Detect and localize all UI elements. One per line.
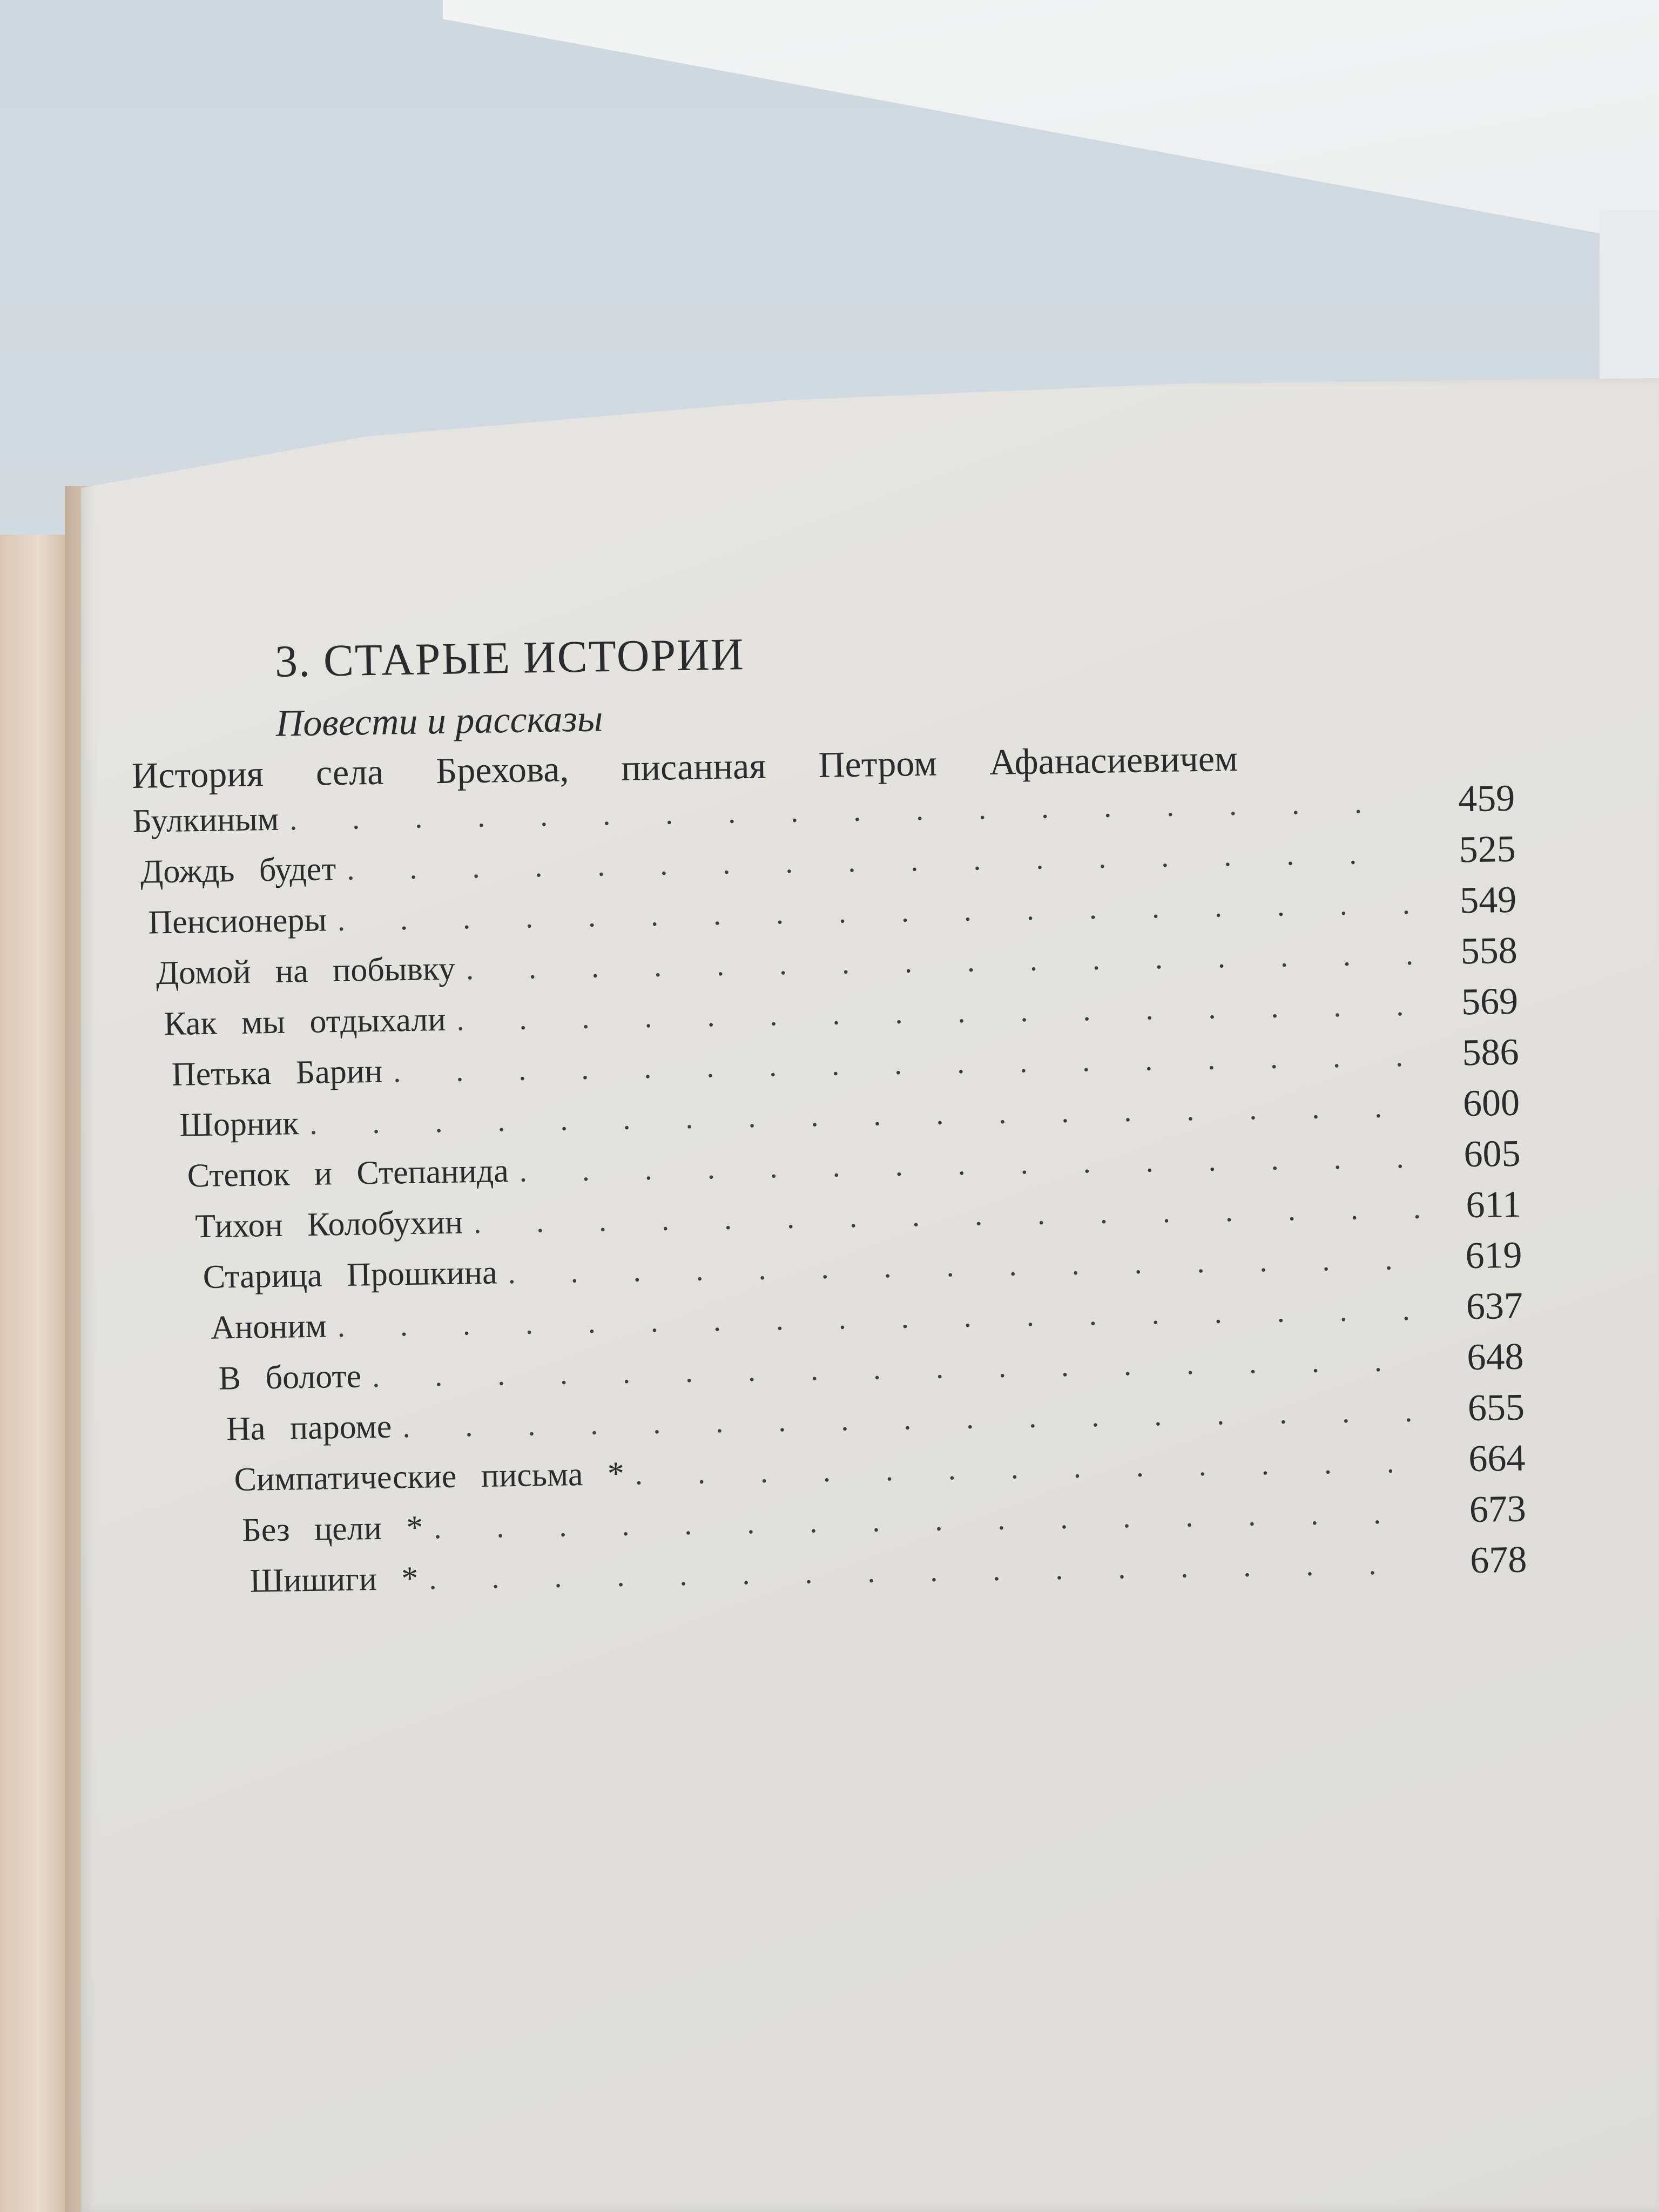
toc-entry-page-number: 569	[1461, 980, 1519, 1023]
toc-entry-page-number: 600	[1462, 1082, 1520, 1125]
book-cover-edge	[0, 535, 65, 2212]
toc-entry-title: Булкиным	[132, 800, 279, 840]
toc-entry-page-number: 637	[1466, 1285, 1523, 1328]
toc-entry-page-number: 549	[1459, 879, 1517, 922]
toc-entry-title: Старица Прошкина	[203, 1254, 498, 1296]
toc-entry-title: Тихон Колобухин	[194, 1204, 463, 1245]
toc-entry-page-number: 459	[1458, 777, 1515, 820]
toc-entry-page-number: 664	[1468, 1437, 1526, 1480]
toc-entry-title: Петька Барин	[171, 1053, 383, 1093]
toc-entry-page-number: 586	[1461, 1031, 1520, 1074]
toc-entry-title: Домой на побывку	[156, 950, 456, 992]
wall-background	[1600, 211, 1659, 394]
toc-entry-page-number: 678	[1469, 1539, 1527, 1582]
toc-entry-title: Аноним	[210, 1307, 327, 1346]
toc-entry-page-number: 673	[1469, 1488, 1527, 1531]
toc-entry-title: Шишиги *	[249, 1560, 419, 1600]
toc-entry-title: Как мы отдыхали	[163, 1001, 446, 1043]
table-of-contents	[130, 610, 1527, 1607]
toc-entry-page-number: 525	[1459, 828, 1516, 871]
toc-entry-page-number: 655	[1467, 1386, 1525, 1429]
section-heading: 3. СТАРЫЕ ИСТОРИИ	[274, 629, 745, 687]
toc-entry-title: В болоте	[218, 1358, 362, 1397]
toc-entry-page-number: 619	[1465, 1234, 1523, 1277]
toc-entry-page-number: 605	[1463, 1132, 1521, 1176]
toc-entry-title: Симпатические письма *	[234, 1455, 625, 1499]
ceiling-background	[443, 0, 1659, 238]
toc-entry-page-number: 648	[1466, 1336, 1525, 1379]
toc-entry-first-line: История села Брехова, писанная Петром Афанасиевичем	[131, 737, 1238, 796]
toc-entry-page-number: 558	[1460, 929, 1518, 973]
toc-list	[132, 773, 1527, 1607]
toc-entry-title: Шорник	[179, 1105, 299, 1144]
toc-entry-title: Пенсионеры	[147, 901, 327, 941]
toc-entry-title: На пароме	[226, 1408, 392, 1448]
toc-entry-title: Без цели *	[241, 1509, 423, 1549]
toc-entry-title: Степок и Степанида	[187, 1152, 509, 1195]
section-subheading: Повести и рассказы	[275, 698, 603, 745]
toc-entry-page-number: 611	[1465, 1183, 1522, 1226]
toc-entry-title: Дождь будет	[140, 851, 336, 891]
